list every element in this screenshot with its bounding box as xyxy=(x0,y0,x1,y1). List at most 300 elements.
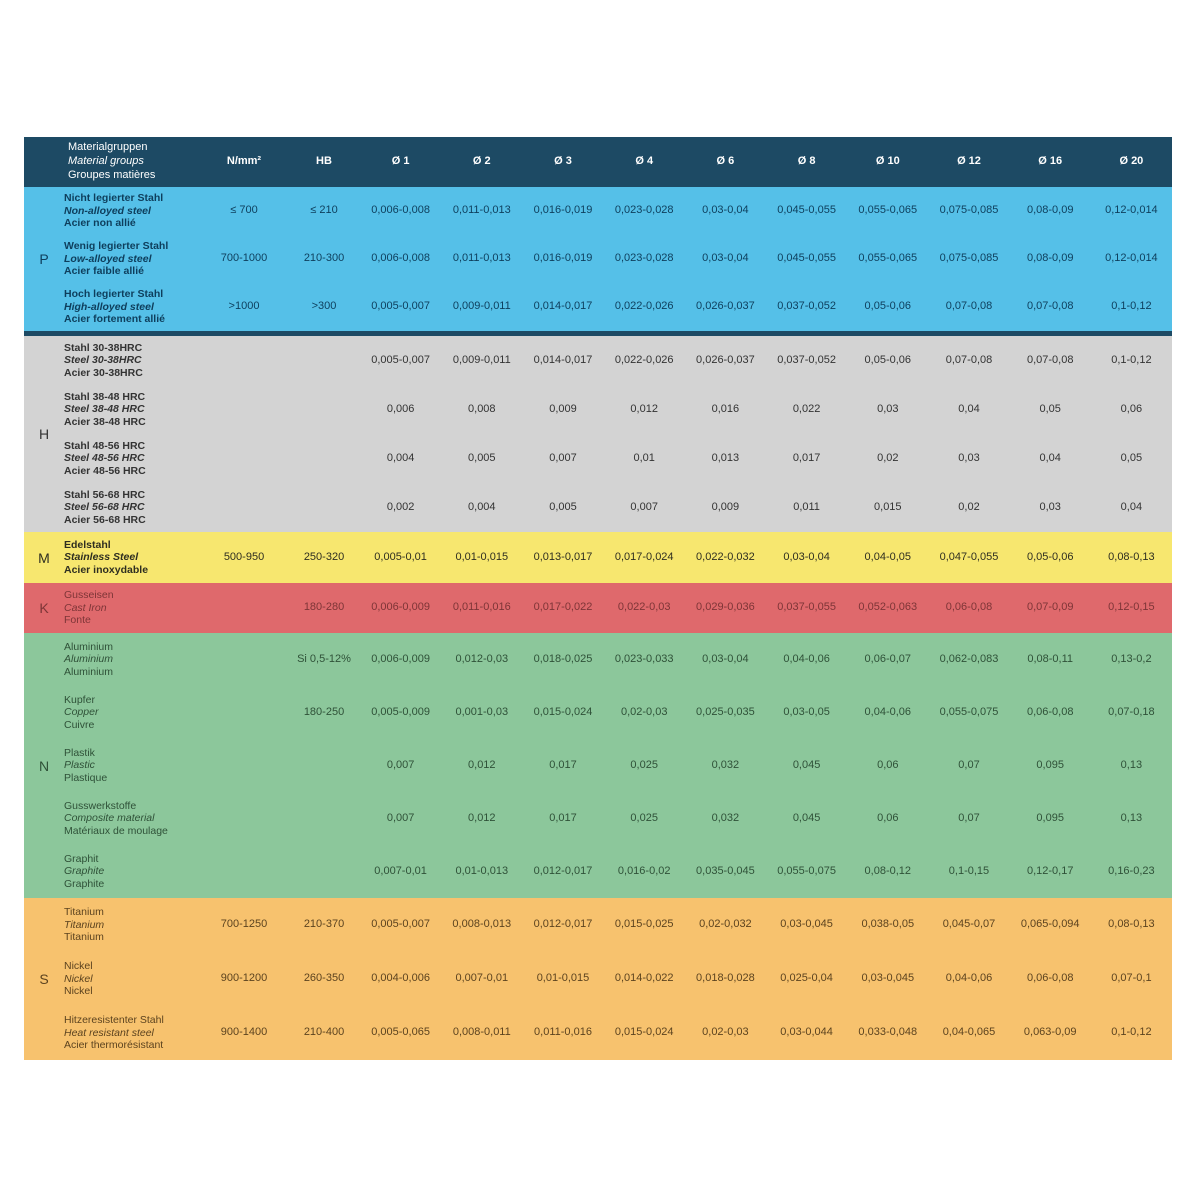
feed-value-cell: 0,12-0,15 xyxy=(1108,601,1155,614)
material-name-fr: Acier thermorésistant xyxy=(64,1039,164,1052)
feed-value-cell: 0,02 xyxy=(958,500,980,513)
material-name-de: Hoch legierter Stahl xyxy=(64,288,164,301)
group-rows xyxy=(64,336,1172,532)
feed-value-cell: 0,022-0,026 xyxy=(614,300,674,313)
feed-value-cell: 0,005-0,01 xyxy=(374,550,427,563)
feed-value-cell: 0,08-0,13 xyxy=(1108,918,1155,931)
diameter-column-header: Ø 8 xyxy=(797,155,816,168)
feed-value-cell: 0,014-0,017 xyxy=(533,353,593,366)
hardness-cell: ≤ 210 xyxy=(310,204,338,217)
feed-value-cell: 0,08-0,11 xyxy=(1027,652,1074,665)
feed-value-cell: 0,01-0,015 xyxy=(536,972,590,985)
feed-value-cell: 0,007 xyxy=(386,811,415,824)
feed-value-cell: 0,037-0,052 xyxy=(777,300,836,313)
feed-value-cell: 0,045 xyxy=(792,811,821,824)
material-name-cell xyxy=(64,440,200,477)
feed-value-cell: 0,08-0,09 xyxy=(1026,204,1074,217)
material-name-fr: Acier non allié xyxy=(64,217,136,230)
feed-value-cell: 0,05 xyxy=(1120,451,1143,464)
material-name-fr: Matériaux de moulage xyxy=(64,824,168,837)
material-name-en: Steel 30-38HRC xyxy=(64,354,142,367)
feed-value-cell: 0,007 xyxy=(549,451,577,464)
material-name-en: Steel 38-48 HRC xyxy=(64,403,145,416)
feed-value-cell: 0,07-0,08 xyxy=(945,353,993,366)
feed-value-cell: 0,05-0,06 xyxy=(864,353,912,366)
feed-value-cell: 0,04-0,06 xyxy=(864,705,912,718)
material-name-de: Stahl 48-56 HRC xyxy=(64,439,146,452)
feed-value-cell: 0,07-0,18 xyxy=(1108,705,1155,718)
feed-value-cell: 0,025-0,035 xyxy=(696,705,755,718)
material-name-de: Stahl 38-48 HRC xyxy=(64,390,146,403)
feed-value-cell: 0,011 xyxy=(793,500,820,513)
feed-value-cell: 0,063-0,09 xyxy=(1023,1026,1077,1039)
feed-value-cell: 0,005 xyxy=(468,451,496,464)
material-name-de: Plastik xyxy=(64,746,95,759)
feed-value-cell: 0,016-0,019 xyxy=(533,252,593,265)
material-name-fr: Aluminium xyxy=(64,665,114,678)
feed-value-cell: 0,005-0,065 xyxy=(371,1026,430,1039)
feed-value-cell: 0,006-0,009 xyxy=(371,601,430,614)
material-name-de: Stahl 30-38HRC xyxy=(64,341,143,354)
feed-value-cell: 0,07 xyxy=(958,811,980,824)
tensile-strength-cell: 500-950 xyxy=(223,550,265,563)
feed-value-cell: 0,012 xyxy=(630,402,658,415)
feed-value-cell: 0,009-0,011 xyxy=(452,353,511,366)
feed-value-cell: 0,038-0,05 xyxy=(861,918,915,931)
feed-value-cell: 0,014-0,022 xyxy=(614,972,674,985)
material-name-en: Composite material xyxy=(64,812,155,825)
feed-value-cell: 0,033-0,048 xyxy=(858,1026,918,1039)
material-name-en: Nickel xyxy=(64,972,93,985)
group-rows xyxy=(64,583,1172,633)
feed-value-cell: 0,095 xyxy=(1036,811,1064,824)
feed-value-cell: 0,025-0,04 xyxy=(780,972,833,985)
table-row xyxy=(64,686,1172,739)
feed-value-cell: 0,06-0,07 xyxy=(864,652,912,665)
feed-value-cell: 0,04-0,06 xyxy=(945,972,993,985)
feed-value-cell: 0,007-0,01 xyxy=(374,864,427,877)
material-name-de: Gusseisen xyxy=(64,589,114,602)
feed-value-cell: 0,025 xyxy=(630,758,658,771)
tensile-strength-column-header: N/mm² xyxy=(226,155,262,168)
feed-value-cell: 0,011-0,016 xyxy=(534,1026,592,1039)
feed-value-cell: 0,07 xyxy=(958,758,980,771)
table-body xyxy=(24,187,1172,1060)
feed-value-cell: 0,008-0,013 xyxy=(452,918,512,931)
feed-value-cell: 0,08-0,13 xyxy=(1108,550,1155,563)
feed-value-cell: 0,02-0,032 xyxy=(699,918,752,931)
material-name-en: Copper xyxy=(64,706,99,719)
table-row xyxy=(64,336,1172,385)
feed-value-cell: 0,012-0,017 xyxy=(533,864,593,877)
group-letter-h: H xyxy=(38,426,50,442)
material-name-de: Kupfer xyxy=(64,693,95,706)
table-row xyxy=(64,483,1172,532)
material-name-fr: Plastique xyxy=(64,771,108,784)
feed-value-cell: 0,012 xyxy=(468,758,496,771)
material-name-fr: Nickel xyxy=(64,985,93,998)
material-name-cell xyxy=(64,641,200,678)
material-name-fr: Graphite xyxy=(64,877,105,890)
feed-value-cell: 0,004 xyxy=(386,451,415,464)
table-row xyxy=(64,583,1172,633)
feed-value-cell: 0,005 xyxy=(549,500,577,513)
material-groups-header-fr: Groupes matières xyxy=(68,168,156,181)
hardness-cell: 180-280 xyxy=(303,601,345,614)
feed-value-cell: 0,025 xyxy=(630,811,658,824)
feed-value-cell: 0,07-0,08 xyxy=(1026,300,1074,313)
tensile-strength-cell: 900-1400 xyxy=(220,1026,268,1039)
feed-value-cell: 0,017 xyxy=(792,451,821,464)
material-name-de: Titanium xyxy=(64,906,104,919)
feed-value-cell: 0,018-0,025 xyxy=(533,652,593,665)
material-name-en: Heat resistant steel xyxy=(64,1026,154,1039)
tensile-strength-cell: 700-1000 xyxy=(220,252,268,265)
feed-rate-table xyxy=(24,137,1172,1060)
feed-value-cell: 0,005-0,007 xyxy=(371,300,430,313)
material-name-fr: Acier faible allié xyxy=(64,265,144,278)
feed-value-cell: 0,04-0,06 xyxy=(783,652,830,665)
feed-value-cell: 0,023-0,033 xyxy=(614,652,674,665)
feed-value-cell: 0,04-0,065 xyxy=(942,1026,996,1039)
feed-value-cell: 0,012-0,017 xyxy=(533,918,593,931)
feed-value-cell: 0,005-0,007 xyxy=(371,918,430,931)
feed-value-cell: 0,01-0,015 xyxy=(455,550,509,563)
feed-value-cell: 0,03-0,04 xyxy=(702,204,749,217)
material-name-en: High-alloyed steel xyxy=(64,300,154,313)
feed-value-cell: 0,045-0,055 xyxy=(777,252,836,265)
diameter-column-header: Ø 2 xyxy=(472,155,491,168)
feed-value-cell: 0,006-0,008 xyxy=(371,204,430,217)
tensile-strength-cell: 900-1200 xyxy=(220,972,268,985)
feed-value-cell: 0,022-0,032 xyxy=(696,550,755,563)
feed-value-cell: 0,029-0,036 xyxy=(696,601,755,614)
feed-value-cell: 0,055-0,075 xyxy=(939,705,999,718)
feed-value-cell: 0,009 xyxy=(549,402,577,415)
material-name-fr: Acier fortement allié xyxy=(64,313,165,326)
diameter-column-header: Ø 3 xyxy=(554,155,572,168)
material-name-cell xyxy=(64,800,200,837)
feed-value-cell: 0,045-0,055 xyxy=(777,204,836,217)
feed-value-cell: 0,016 xyxy=(711,402,740,415)
group-letter-p: P xyxy=(39,251,49,267)
feed-value-cell: 0,13 xyxy=(1120,758,1143,771)
feed-value-cell: 0,07-0,08 xyxy=(945,300,993,313)
material-group-section-p xyxy=(24,187,1172,336)
feed-value-cell: 0,06 xyxy=(1120,402,1143,415)
material-groups-header-de: Materialgruppen xyxy=(68,141,148,154)
group-letter-s: S xyxy=(39,971,49,987)
feed-value-cell: 0,04 xyxy=(1039,451,1061,464)
feed-value-cell: 0,1-0,12 xyxy=(1111,1026,1152,1039)
feed-value-cell: 0,015 xyxy=(874,500,902,513)
feed-value-cell: 0,017-0,022 xyxy=(533,601,593,614)
feed-value-cell: 0,04 xyxy=(1120,500,1143,513)
feed-value-cell: 0,065-0,094 xyxy=(1020,918,1080,931)
feed-value-cell: 0,06 xyxy=(877,811,899,824)
material-name-cell xyxy=(64,192,200,229)
table-row xyxy=(64,235,1172,283)
feed-value-cell: 0,12-0,014 xyxy=(1105,204,1158,217)
feed-value-cell: 0,095 xyxy=(1036,758,1064,771)
table-header-row xyxy=(24,137,1172,187)
feed-value-cell: 0,037-0,055 xyxy=(777,601,836,614)
hardness-cell: >300 xyxy=(311,300,337,313)
feed-value-cell: 0,06-0,08 xyxy=(1026,972,1074,985)
feed-value-cell: 0,016-0,02 xyxy=(617,864,671,877)
feed-value-cell: 0,037-0,052 xyxy=(777,353,836,366)
group-rows xyxy=(64,187,1172,331)
material-name-en: Plastic xyxy=(64,759,95,772)
table-row xyxy=(64,845,1172,898)
feed-value-cell: 0,03-0,04 xyxy=(702,652,749,665)
material-name-fr: Fonte xyxy=(64,614,91,627)
material-name-cell xyxy=(64,747,200,784)
feed-value-cell: 0,03 xyxy=(1039,500,1061,513)
material-name-fr: Acier 38-48 HRC xyxy=(64,415,146,428)
feed-value-cell: 0,12-0,014 xyxy=(1105,252,1158,265)
feed-value-cell: 0,017 xyxy=(549,758,577,771)
material-group-section-s xyxy=(24,898,1172,1060)
table-row xyxy=(64,633,1172,686)
feed-value-cell: 0,009-0,011 xyxy=(452,300,511,313)
feed-value-cell: 0,07-0,08 xyxy=(1026,353,1074,366)
table-row xyxy=(64,898,1172,952)
material-name-de: Edelstahl xyxy=(64,538,111,551)
feed-value-cell: 0,052-0,063 xyxy=(858,601,918,614)
material-name-en: Titanium xyxy=(64,918,105,931)
hardness-cell: 210-370 xyxy=(303,918,345,931)
table-row xyxy=(64,792,1172,845)
diameter-column-header: Ø 10 xyxy=(875,155,900,168)
material-name-cell xyxy=(64,391,200,428)
material-name-cell xyxy=(64,1014,200,1051)
material-group-section-m xyxy=(24,532,1172,583)
group-rows xyxy=(64,532,1172,583)
material-name-de: Wenig legierter Stahl xyxy=(64,240,169,253)
material-name-en: Low-alloyed steel xyxy=(64,252,152,265)
material-name-en: Graphite xyxy=(64,865,105,878)
material-groups-header-en: Material groups xyxy=(68,155,144,168)
feed-value-cell: 0,013-0,017 xyxy=(533,550,593,563)
material-name-cell xyxy=(64,694,200,731)
feed-value-cell: 0,032 xyxy=(711,758,740,771)
material-name-de: Graphit xyxy=(64,852,99,865)
diameter-column-header: Ø 4 xyxy=(635,155,654,168)
material-name-en: Aluminium xyxy=(64,653,114,666)
tensile-strength-cell: ≤ 700 xyxy=(230,204,258,217)
material-name-fr: Acier 30-38HRC xyxy=(64,366,143,379)
feed-value-cell: 0,13-0,2 xyxy=(1111,652,1152,665)
feed-value-cell: 0,1-0,12 xyxy=(1111,353,1152,366)
feed-value-cell: 0,02-0,03 xyxy=(702,1026,749,1039)
feed-value-cell: 0,075-0,085 xyxy=(939,204,999,217)
feed-value-cell: 0,007 xyxy=(630,500,658,513)
table-row xyxy=(64,434,1172,483)
material-name-en: Cast Iron xyxy=(64,601,107,614)
feed-value-cell: 0,004 xyxy=(468,500,496,513)
feed-value-cell: 0,08-0,12 xyxy=(864,864,912,877)
feed-value-cell: 0,018-0,028 xyxy=(696,972,755,985)
feed-value-cell: 0,013 xyxy=(711,451,740,464)
feed-value-cell: 0,006-0,009 xyxy=(371,652,430,665)
feed-value-cell: 0,08-0,09 xyxy=(1026,252,1074,265)
feed-value-cell: 0,055-0,065 xyxy=(858,204,918,217)
tensile-strength-cell: >1000 xyxy=(228,300,260,313)
material-name-fr: Titanium xyxy=(64,931,104,944)
material-name-de: Aluminium xyxy=(64,640,114,653)
feed-value-cell: 0,022-0,026 xyxy=(614,353,674,366)
feed-value-cell: 0,012-0,03 xyxy=(455,652,509,665)
feed-value-cell: 0,05-0,06 xyxy=(1026,550,1074,563)
group-rows xyxy=(64,633,1172,898)
feed-value-cell: 0,011-0,013 xyxy=(452,252,511,265)
feed-value-cell: 0,03 xyxy=(877,402,899,415)
material-name-cell xyxy=(64,342,200,379)
material-name-de: Nicht legierter Stahl xyxy=(64,192,164,205)
feed-value-cell: 0,026-0,037 xyxy=(696,353,755,366)
feed-value-cell: 0,011-0,013 xyxy=(452,204,511,217)
material-name-cell xyxy=(64,539,200,576)
feed-value-cell: 0,022-0,03 xyxy=(617,601,671,614)
diameter-column-header: Ø 20 xyxy=(1119,155,1144,168)
hardness-cell: 260-350 xyxy=(303,972,345,985)
material-name-fr: Acier inoxydable xyxy=(64,563,149,576)
feed-value-cell: 0,06-0,08 xyxy=(945,601,993,614)
feed-value-cell: 0,055-0,065 xyxy=(858,252,918,265)
material-name-en: Steel 48-56 HRC xyxy=(64,452,145,465)
feed-value-cell: 0,011-0,016 xyxy=(452,601,511,614)
material-name-de: Hitzeresistenter Stahl xyxy=(64,1014,164,1027)
feed-value-cell: 0,07-0,09 xyxy=(1026,601,1074,614)
feed-value-cell: 0,055-0,075 xyxy=(777,864,836,877)
material-name-cell xyxy=(64,589,200,626)
feed-value-cell: 0,002 xyxy=(386,500,415,513)
feed-value-cell: 0,12-0,17 xyxy=(1026,864,1074,877)
feed-value-cell: 0,008-0,011 xyxy=(452,1026,511,1039)
material-group-section-k xyxy=(24,583,1172,633)
material-name-de: Nickel xyxy=(64,960,93,973)
hardness-cell: 210-300 xyxy=(303,252,345,265)
feed-value-cell: 0,017 xyxy=(549,811,577,824)
table-row xyxy=(64,187,1172,235)
feed-value-cell: 0,07-0,1 xyxy=(1111,972,1152,985)
feed-value-cell: 0,01-0,013 xyxy=(455,864,509,877)
table-row xyxy=(64,739,1172,792)
feed-value-cell: 0,017-0,024 xyxy=(614,550,674,563)
material-name-cell xyxy=(64,960,200,997)
feed-value-cell: 0,006-0,008 xyxy=(371,252,430,265)
material-name-fr: Acier 56-68 HRC xyxy=(64,513,146,526)
feed-value-cell: 0,007-0,01 xyxy=(455,972,509,985)
feed-value-cell: 0,1-0,12 xyxy=(1111,300,1152,313)
feed-value-cell: 0,047-0,055 xyxy=(939,550,999,563)
table-row xyxy=(64,952,1172,1006)
feed-value-cell: 0,03-0,045 xyxy=(861,972,915,985)
feed-value-cell: 0,05 xyxy=(1039,402,1061,415)
feed-value-cell: 0,012 xyxy=(468,811,496,824)
feed-value-cell: 0,008 xyxy=(468,402,496,415)
feed-value-cell: 0,03-0,04 xyxy=(783,550,830,563)
material-name-cell xyxy=(64,240,200,277)
feed-value-cell: 0,015-0,025 xyxy=(614,918,674,931)
feed-value-cell: 0,001-0,03 xyxy=(455,705,509,718)
hardness-cell: 250-320 xyxy=(303,550,345,563)
feed-value-cell: 0,13 xyxy=(1120,811,1143,824)
material-name-fr: Cuivre xyxy=(64,718,95,731)
feed-value-cell: 0,014-0,017 xyxy=(533,300,593,313)
diameter-column-header: Ø 6 xyxy=(716,155,735,168)
feed-value-cell: 0,023-0,028 xyxy=(614,252,674,265)
feed-value-cell: 0,016-0,019 xyxy=(533,204,593,217)
feed-value-cell: 0,075-0,085 xyxy=(939,252,999,265)
feed-value-cell: 0,04-0,05 xyxy=(864,550,912,563)
feed-value-cell: 0,032 xyxy=(711,811,740,824)
feed-value-cell: 0,062-0,083 xyxy=(939,652,999,665)
group-letter-n: N xyxy=(38,757,50,774)
feed-value-cell: 0,015-0,024 xyxy=(614,1026,674,1039)
material-name-de: Gusswerkstoffe xyxy=(64,799,137,812)
material-name-cell xyxy=(64,288,200,325)
feed-value-cell: 0,1-0,15 xyxy=(948,864,990,877)
feed-value-cell: 0,05-0,06 xyxy=(864,300,912,313)
diameter-column-header: Ø 1 xyxy=(391,155,410,168)
feed-value-cell: 0,03 xyxy=(958,451,980,464)
feed-value-cell: 0,06 xyxy=(877,758,899,771)
feed-value-cell: 0,007 xyxy=(386,758,415,771)
material-name-en: Steel 56-68 HRC xyxy=(64,501,145,514)
feed-value-cell: 0,004-0,006 xyxy=(371,972,430,985)
feed-value-cell: 0,045 xyxy=(792,758,821,771)
table-row xyxy=(64,532,1172,583)
feed-value-cell: 0,026-0,037 xyxy=(696,300,755,313)
feed-value-cell: 0,16-0,23 xyxy=(1108,864,1155,877)
feed-value-cell: 0,023-0,028 xyxy=(614,204,674,217)
group-letter-m: M xyxy=(38,549,50,566)
feed-value-cell: 0,022 xyxy=(792,402,821,415)
material-groups-header xyxy=(24,141,200,182)
feed-value-cell: 0,01 xyxy=(633,451,655,464)
feed-value-cell: 0,005-0,007 xyxy=(371,353,430,366)
feed-value-cell: 0,02 xyxy=(877,451,899,464)
diameter-column-header: Ø 16 xyxy=(1038,155,1063,168)
group-letter-k: K xyxy=(39,600,49,616)
material-group-section-n xyxy=(24,633,1172,898)
material-name-cell xyxy=(64,489,200,526)
hardness-cell: Si 0,5-12% xyxy=(297,652,351,665)
feed-value-cell: 0,06-0,08 xyxy=(1026,705,1074,718)
material-name-fr: Acier 48-56 HRC xyxy=(64,464,146,477)
material-name-en: Non-alloyed steel xyxy=(64,204,151,217)
material-group-section-h xyxy=(24,336,1172,532)
feed-value-cell: 0,03-0,044 xyxy=(780,1026,833,1039)
feed-value-cell: 0,035-0,045 xyxy=(696,864,755,877)
table-row xyxy=(64,385,1172,434)
material-name-cell xyxy=(64,853,200,890)
diameter-column-header: Ø 12 xyxy=(957,155,981,168)
feed-value-cell: 0,03-0,04 xyxy=(702,252,749,265)
table-row xyxy=(64,283,1172,331)
material-name-de: Stahl 56-68 HRC xyxy=(64,488,146,501)
feed-value-cell: 0,015-0,024 xyxy=(533,705,593,718)
feed-value-cell: 0,005-0,009 xyxy=(371,705,430,718)
feed-value-cell: 0,006 xyxy=(386,402,415,415)
tensile-strength-cell: 700-1250 xyxy=(220,918,268,931)
hardness-column-header: HB xyxy=(316,155,332,168)
feed-value-cell: 0,03-0,05 xyxy=(783,705,830,718)
hardness-cell: 180-250 xyxy=(303,705,345,718)
feed-value-cell: 0,04 xyxy=(958,402,980,415)
